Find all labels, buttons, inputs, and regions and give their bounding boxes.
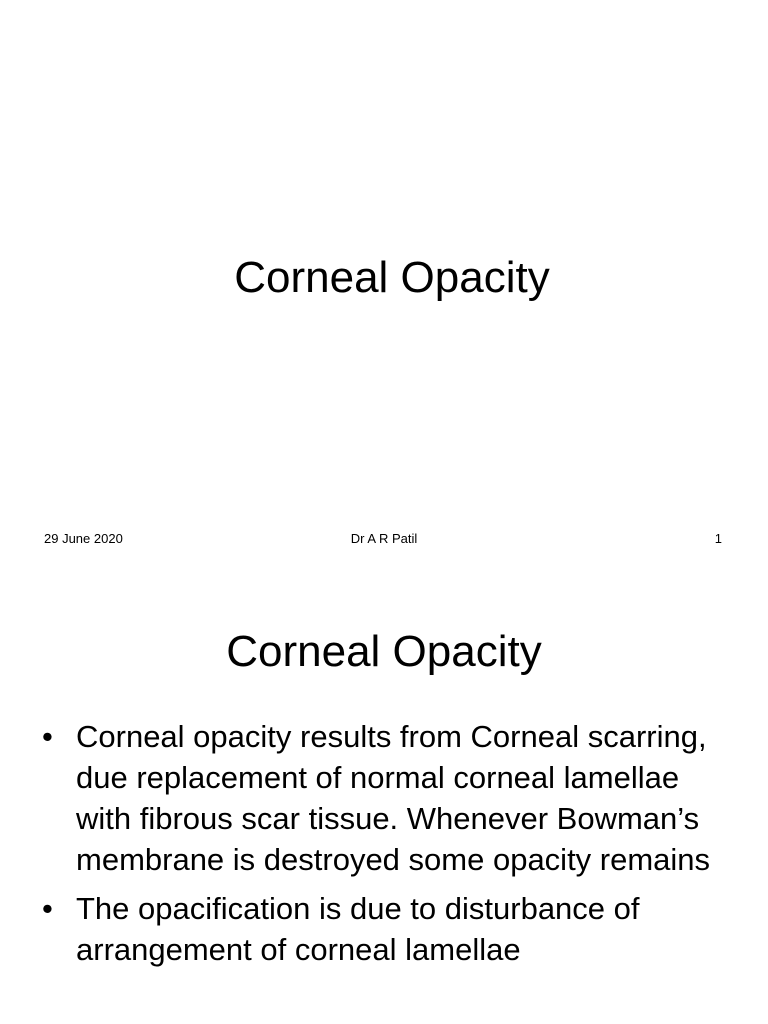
bullet-item (42, 716, 742, 880)
bullet-text: Corneal opacity results from Corneal scarring, due replacement of normal corneal lamellae with fibrous scar tissue. Whenever Bowman’s membrane is destroyed some opacity remains (76, 719, 711, 877)
slide-title: Corneal Opacity (234, 253, 550, 302)
slide-footer (0, 530, 768, 548)
bullet-marker: • (42, 891, 53, 926)
bullet-item (42, 888, 742, 970)
slide-2 (0, 576, 768, 1024)
bullet-text: The opacification is due to disturbance of arrangement of corneal lamellae (76, 891, 640, 967)
footer-author: Dr A R Patil (350, 531, 418, 546)
bullet-list (42, 716, 742, 978)
footer-page-number: 1 (714, 531, 722, 546)
footer-date: 29 June 2020 (44, 531, 123, 546)
slide-title: Corneal Opacity (226, 627, 542, 676)
bullet-marker: • (42, 719, 53, 754)
